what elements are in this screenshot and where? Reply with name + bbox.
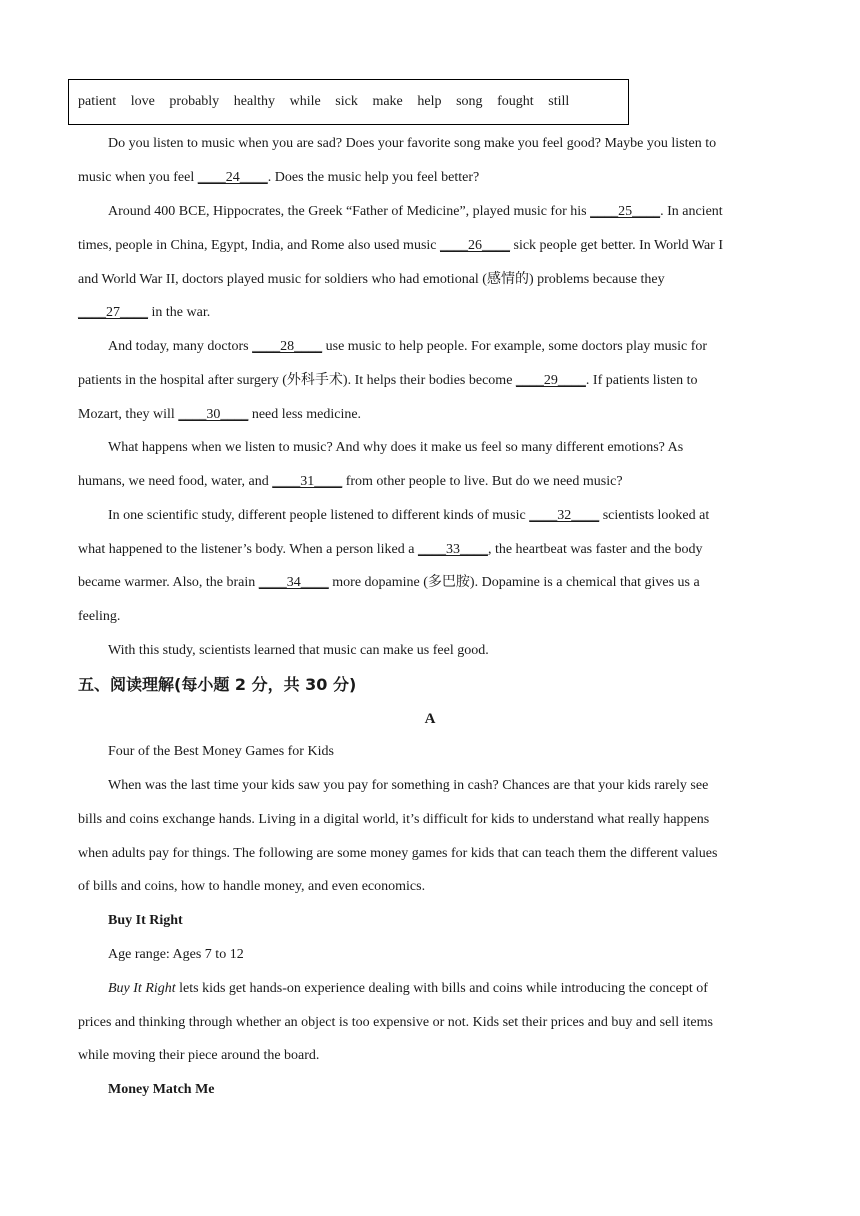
blank-31: ____31____ — [272, 474, 343, 489]
cloze-text: And today, many doctors — [108, 339, 253, 354]
cloze-text: use music to help people. For example, some doctors play music for — [322, 339, 708, 354]
cloze-text: what happened to the listener’s body. When a person liked a — [78, 542, 418, 557]
blank-30: ____30____ — [178, 407, 249, 422]
cloze-line — [78, 371, 698, 391]
cloze-text: , the heartbeat was faster and the body — [487, 542, 703, 557]
cloze-line — [78, 236, 723, 256]
passage-line: when adults pay for things. The following are some money games for kids that can teach them the different values — [78, 846, 718, 861]
passage-line — [108, 979, 708, 999]
word-bank-box — [68, 79, 629, 125]
word-bank-item: sick — [335, 94, 358, 109]
word-bank-item: song — [456, 94, 483, 109]
blank-27: ____27____ — [78, 305, 148, 320]
passage-line: while moving their piece around the board. — [78, 1048, 320, 1063]
cloze-text: sick people get better. In World War I — [510, 238, 724, 253]
cloze-line — [108, 337, 707, 357]
word-bank-item: fought — [497, 94, 534, 109]
passage-line: bills and coins exchange hands. Living in a digital world, it’s difficult for kids to understand what really happens — [78, 812, 710, 827]
cloze-text: need less medicine. — [248, 407, 362, 422]
word-bank-item: probably — [169, 94, 220, 109]
cloze-line: feeling. — [78, 609, 121, 624]
cloze-line — [78, 573, 700, 593]
cloze-text: . In ancient — [660, 204, 723, 219]
game-heading: Money Match Me — [108, 1082, 215, 1097]
cloze-text: in the war. — [148, 305, 211, 320]
cloze-text: times, people in China, Egypt, India, and Rome also used music — [78, 238, 440, 253]
age-range: Age range: Ages 7 to 12 — [108, 947, 244, 962]
word-bank-item: help — [417, 94, 442, 109]
cloze-text: patients in the hospital after surgery (外科手术). It helps their bodies become — [78, 373, 516, 388]
cloze-text: In one scientific study, different people listened to different kinds of music — [108, 508, 530, 523]
word-bank-item: patient — [78, 94, 117, 109]
blank-29: ____29____ — [515, 373, 586, 388]
blank-26: ____26____ — [440, 238, 510, 253]
blank-34: ____34____ — [258, 575, 329, 590]
game-heading: Buy It Right — [108, 913, 183, 928]
cloze-text: humans, we need food, water, and — [78, 474, 273, 489]
cloze-line — [108, 506, 709, 526]
word-bank-item: love — [130, 94, 155, 109]
cloze-text: . If patients listen to — [585, 373, 698, 388]
game-title-italic: Buy It Right — [108, 981, 176, 996]
cloze-line — [78, 303, 210, 323]
passage-text: lets kids get hands-on experience dealing with bills and coins while introducing the concept of — [175, 981, 708, 996]
passage-line: prices and thinking through whether an object is too expensive or not. Kids set their prices and buy and sell items — [78, 1015, 713, 1030]
passage-label: A — [424, 711, 436, 727]
section-title: 五、阅读理解(每小题 2 分，共 30 分) — [78, 675, 357, 694]
cloze-text: . Does the music help you feel better? — [267, 170, 480, 185]
passage-line: When was the last time your kids saw you pay for something in cash? Chances are that your kids rarely see — [108, 778, 709, 793]
cloze-text: from other people to live. But do we need music? — [342, 474, 623, 489]
word-bank-item: make — [372, 94, 403, 109]
cloze-text: music when you feel — [78, 170, 198, 185]
blank-32: ____32____ — [529, 508, 600, 523]
cloze-text: scientists looked at — [599, 508, 710, 523]
blank-33: ____33____ — [417, 542, 488, 557]
blank-25: ____25____ — [590, 204, 661, 219]
blank-24: ____24____ — [197, 170, 268, 185]
cloze-line: Do you listen to music when you are sad? Does your favorite song make you feel good? Maybe you listen to — [108, 136, 717, 151]
blank-28: ____28____ — [252, 339, 323, 354]
cloze-text: Mozart, they will — [78, 407, 179, 422]
cloze-text: became warmer. Also, the brain — [78, 575, 259, 590]
cloze-line — [78, 168, 479, 188]
cloze-line — [78, 472, 623, 492]
word-bank-item: still — [548, 94, 570, 109]
cloze-line — [78, 540, 703, 560]
cloze-text: more dopamine (多巴胺). Dopamine is a chemical that gives us a — [328, 575, 700, 590]
cloze-line — [108, 202, 723, 222]
passage-title: Four of the Best Money Games for Kids — [108, 744, 334, 759]
cloze-text: Around 400 BCE, Hippocrates, the Greek “Father of Medicine”, played music for his — [108, 204, 591, 219]
passage-line: of bills and coins, how to handle money, and even economics. — [78, 879, 426, 894]
cloze-line — [78, 405, 361, 425]
cloze-line: With this study, scientists learned that music can make us feel good. — [108, 643, 489, 658]
word-bank-item: healthy — [233, 94, 275, 109]
word-bank-item: while — [289, 94, 321, 109]
cloze-line: and World War II, doctors played music for soldiers who had emotional (感情的) problems because they — [78, 272, 665, 287]
cloze-line: What happens when we listen to music? And why does it make us feel so many different emotions? As — [108, 440, 684, 455]
